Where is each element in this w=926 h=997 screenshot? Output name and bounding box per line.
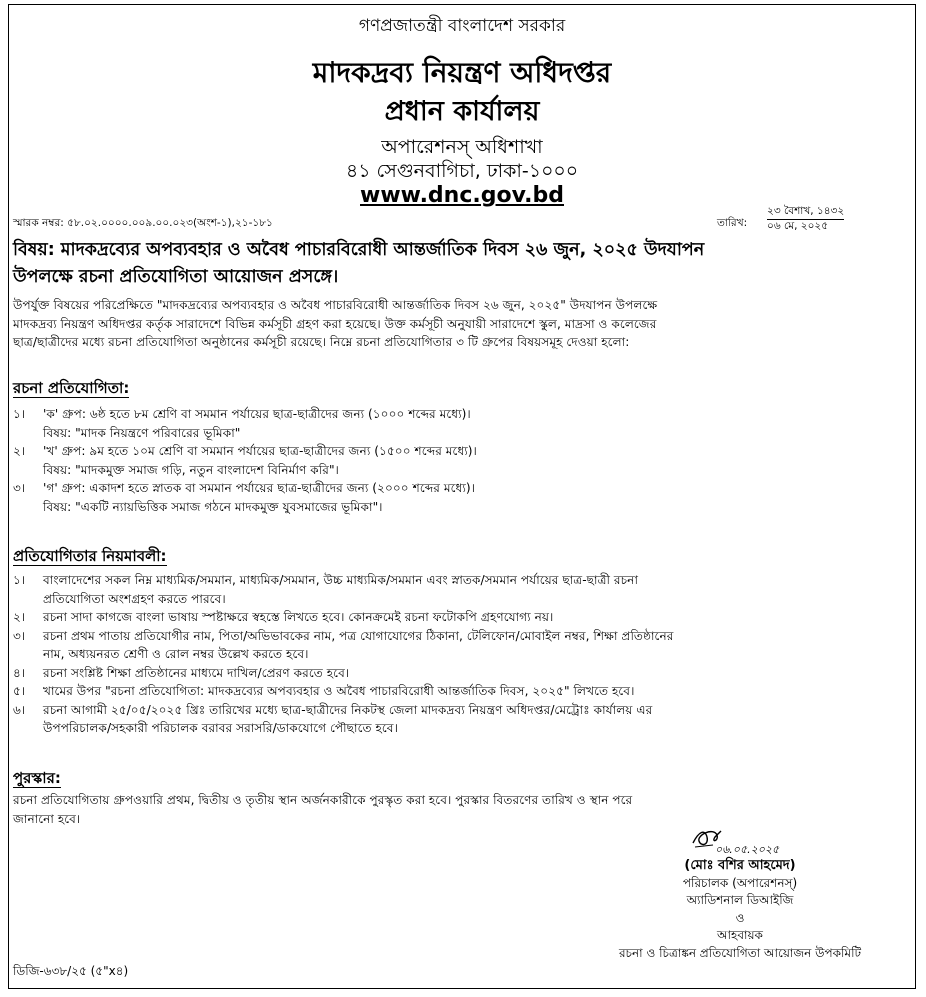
office-name: প্রধান কার্যালয় (384, 96, 540, 127)
wing-name: অপারেশনস্ অধিশাখা (381, 136, 543, 158)
intro-line-2: মাদকদ্রব্য নিয়ন্ত্রণ অধিদপ্তর কর্তৃক সারাদেশে বিভিন্ন কর্মসূচী গ্রহণ করা হয়েছে। উক্ত কর্মসূচী অনুযায়ী সারাদেশে স্কুল, মাদ্রসা ও কলেজের (13, 316, 657, 331)
signer-convener: আহবায়ক (717, 928, 763, 942)
prize-line-1: রচনা প্রতিযোগিতায় গ্রুপওয়ারি প্রথম, দ্বিতীয় ও তৃতীয় স্থান অর্জনকারীকে পুরস্কৃত করা হবে। পুরস্কার বিতরণের তারিখ ও স্থান পরে (13, 793, 633, 807)
group-subject: বিষয়: "একটি ন্যায়ভিত্তিক সমাজ গঠনে মাদকমুক্ত যুবসমাজের ভূমিকা"। (43, 499, 383, 514)
signer-additional-role: অ্যাডিশনাল ডিআইজি (686, 893, 794, 907)
group-subject: বিষয়: "মাদক নিয়ন্ত্রণে পরিবারের ভূমিকা" (43, 425, 241, 440)
group-number: ২। (13, 444, 26, 458)
rules-list (13, 571, 909, 738)
rule-line: রচনা সংশ্লিষ্ট শিক্ষা প্রতিষ্ঠানের মাধ্যমে দাখিল/প্রেরণ করতে হবে। (43, 665, 350, 680)
subject-line-1: বিষয়: মাদকদ্রব্যের অপব্যবহার ও অবৈধ পাচারবিরোধী আন্তর্জাতিক দিবস ২৬ জুন, ২০২৫ উদযাপন (13, 240, 705, 260)
rule-item (13, 627, 909, 664)
rule-item (13, 571, 909, 608)
rule-number: ৪। (13, 665, 26, 680)
date-label: তারিখ: (717, 217, 748, 229)
date-bangla: ২৩ বৈশাখ, ১৪৩২ (767, 205, 844, 220)
rules-heading: প্রতিযোগিতার নিয়মাবলী: (13, 547, 167, 565)
rule-number: ৩। (13, 628, 26, 643)
intro-line-3: ছাত্র/ছাত্রীদের মধ্যে রচনা প্রতিযোগিতা অনুষ্ঠানের কর্মসূচী রয়েছে। নিম্নে রচনা প্রতিযোগিতার ৩ টি গ্রুপের বিষয়সমূহ দেওয়া হলো: (13, 335, 630, 349)
subject (13, 237, 911, 291)
signer-and: ও (735, 910, 745, 925)
group-item (13, 442, 909, 461)
rule-item (13, 664, 909, 683)
rule-line: বাংলাদেশের সকল নিম্ন মাধ্যমিক/সমমান, মাধ্যমিক/সমমান, উচ্চ মাধ্যমিক/সমমান এবং স্নাতক/সমমান পর্যায়ের ছাত্র-ছাত্রী রচনা (43, 573, 638, 587)
rule-item (13, 701, 909, 738)
date-block (767, 205, 844, 233)
print-code: ডিজি-৬৩৮/২৫ (৫"x৪) (13, 964, 129, 978)
website-text[interactable]: www.dnc.gov.bd (360, 183, 564, 208)
group-text: 'ক' গ্রুপ: ৬ষ্ঠ হতে ৮ম শ্রেণি বা সমমান পর্যায়ের ছাত্র-ছাত্রীদের জন্য (১০০০ শব্দের মধ্যে)। (43, 407, 471, 421)
signature-date: ০৬.০৫.২০২৫ (715, 843, 780, 856)
signer-name: (মোঃ বশির আহমেদ) (684, 858, 796, 873)
group-number: ৩। (13, 481, 26, 495)
prize-heading: পুরস্কার: (13, 769, 61, 787)
rule-line: নাম, অধ্যয়নরত শ্রেণী ও রোল নম্বর উল্লেখ করতে হবে। (43, 647, 309, 661)
signature-block (569, 857, 911, 962)
rule-number: ২। (13, 610, 26, 624)
rule-line: প্রতিযোগিতা অংশগ্রহণ করতে পারবে। (43, 591, 226, 606)
office-address: ৪১ সেগুনবাগিচা, ঢাকা-১০০০ (345, 160, 579, 182)
group-text: 'গ' গ্রুপ: একাদশ হতে স্নাতক বা সমমান পর্যায়ের ছাত্র-ছাত্রীদের জন্য (২০০০ শব্দের মধ্যে)। (43, 481, 475, 495)
intro-paragraph (13, 296, 909, 352)
rule-item (13, 682, 909, 701)
group-text: 'খ' গ্রুপ: ৯ম হতে ১০ম শ্রেণি বা সমমান পর্যায়ের ছাত্র-ছাত্রীদের জন্য (১৫০০ শব্দের মধ্যে)। (43, 444, 477, 458)
signer-committee: রচনা ও চিত্রাঙ্কন প্রতিযোগিতা আয়োজন উপকমিটি (618, 945, 862, 960)
rule-line: রচনা আগামী ২৫/০৫/২০২৫ খ্রিঃ তারিখের মধ্যে ছাত্র-ছাত্রীদের নিকটস্থ জেলা মাদকদ্রব্য নিয়ন্ত্রণ অধিদপ্তর/মেট্রোঃ কার্যালয় এর (43, 702, 653, 717)
intro-line-1: উপর্যুক্ত বিষয়ের পরিপ্রেক্ষিতে "মাদকদ্রব্যের অপব্যবহার ও অবৈধ পাচারবিরোধী আন্তর্জাতিক দিবস ২৬ জুন, ২০২৫" উদযাপন উপলক্ষে (13, 298, 658, 312)
rule-item (13, 608, 909, 627)
group-item (13, 405, 909, 424)
rule-line: রচনা প্রথম পাতায় প্রতিযোগীর নাম, পিতা/অভিভাবকের নাম, পত্র যোগাযোগের ঠিকানা, টেলিফোন/মোবাইল নম্বর, শিক্ষা প্রতিষ্ঠানের (43, 628, 674, 643)
subject-line-2: উপলক্ষে রচনা প্রতিযোগিতা আয়োজন প্রসঙ্গে। (13, 267, 339, 287)
rule-number: ৫। (13, 684, 26, 698)
notice-document (8, 4, 916, 989)
signer-designation: পরিচালক (অপারেশনস্) (682, 875, 798, 890)
government-name: গণপ্রজাতন্ত্রী বাংলাদেশ সরকার (358, 16, 566, 36)
group-number: ১। (13, 407, 26, 421)
group-item (13, 479, 909, 498)
department-name: মাদকদ্রব্য নিয়ন্ত্রণ অধিদপ্তর (312, 56, 612, 89)
group-subject: বিষয়: "মাদকমুক্ত সমাজ গড়ি, নতুন বাংলাদেশ বিনির্মাণ করি"। (43, 462, 339, 477)
date-gregorian: ০৬ মে, ২০২৫ (767, 220, 829, 232)
rule-line: খামের উপর "রচনা প্রতিযোগিতা: মাদকদ্রব্যের অপব্যবহার ও অবৈধ পাচারবিরোধী আন্তর্জাতিক দিবস, ২০২৫" লিখতে হবে। (43, 684, 635, 698)
rule-line: রচনা সাদা কাগজে বাংলা ভাষায় স্পষ্টাক্ষরে স্বহস্তে লিখতে হবে। কোনক্রমেই রচনা ফটোকপি গ্রহণযোগ্য নয়। (43, 610, 554, 624)
competition-heading: রচনা প্রতিযোগিতা: (13, 379, 130, 397)
competition-groups (13, 405, 909, 516)
memo-number: স্মারক নম্বর: ৫৮.০২.০০০০.০০৯.০০.০২৩(অংশ-১),২১-১৮১ (13, 217, 273, 229)
rule-line: উপপরিচালক/সহকারী পরিচালক বরাবর সরাসরি/ডাকযোগে পৌছাতে হবে। (43, 721, 398, 735)
rule-number: ৬। (13, 702, 26, 717)
rule-number: ১। (13, 573, 26, 587)
prize-line-2: জানানো হবে। (13, 811, 81, 826)
